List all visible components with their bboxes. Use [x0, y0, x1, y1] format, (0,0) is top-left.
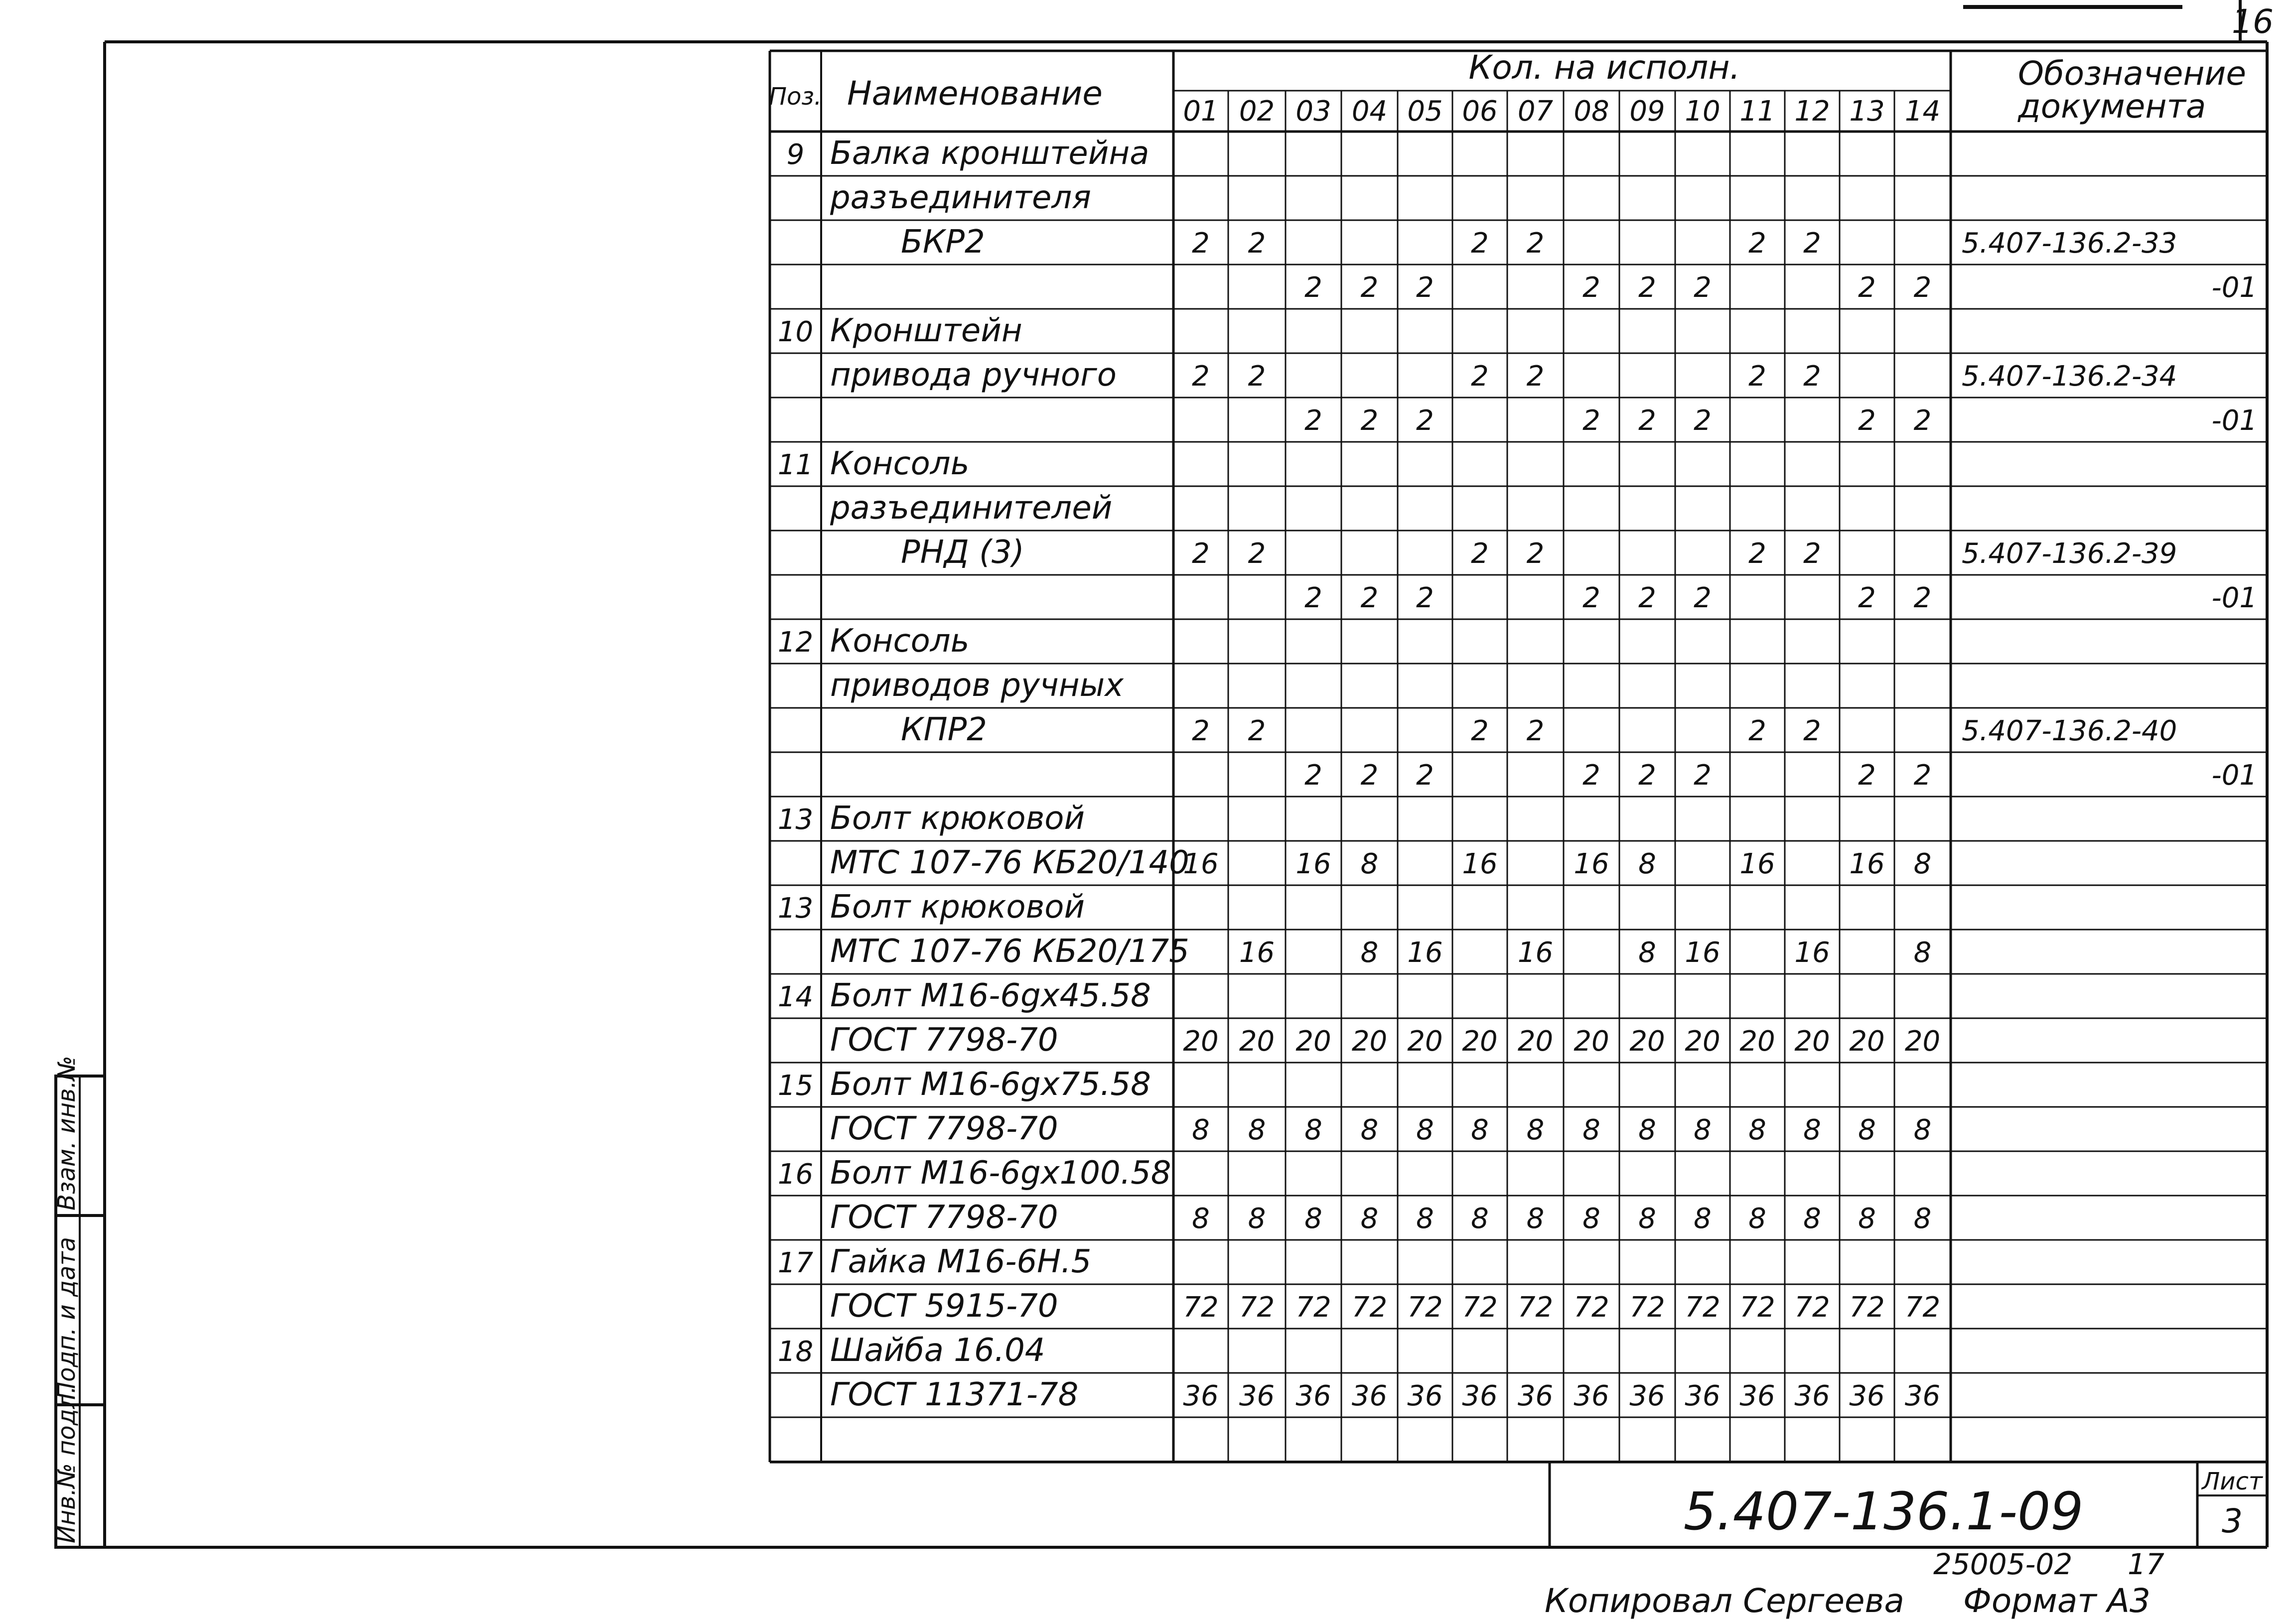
- stamp-replace-inv: Взам. инв.№: [53, 1056, 81, 1211]
- qty-cell: 2: [1471, 360, 1489, 393]
- qty-cell: 2: [1582, 271, 1600, 304]
- row-name: МТС 107-76 КБ20/140: [830, 844, 1189, 881]
- qty-cell: 2: [1248, 715, 1266, 747]
- qty-cell: 2: [1803, 538, 1821, 570]
- row-name: разъединителя: [830, 179, 1091, 216]
- row-name: Консоль: [830, 623, 970, 660]
- qty-cell: 16: [1685, 937, 1721, 969]
- qty-cell: 20: [1574, 1025, 1609, 1058]
- qty-cell: 8: [1192, 1203, 1210, 1235]
- qty-cell: 2: [1248, 538, 1266, 570]
- qty-cell: 2: [1913, 582, 1932, 614]
- sheet-label: Лист: [2202, 1468, 2263, 1495]
- row-name: РНД (3): [901, 534, 1024, 571]
- qty-cell: 72: [1462, 1291, 1498, 1324]
- qty-cell: 8: [1526, 1203, 1545, 1235]
- qty-cell: 2: [1192, 360, 1210, 393]
- qty-cell: 8: [1694, 1203, 1712, 1235]
- variant-header: 07: [1517, 95, 1554, 128]
- qty-cell: 16: [1183, 848, 1219, 880]
- qty-cell: 2: [1360, 405, 1379, 437]
- row-name: БКР2: [901, 224, 985, 261]
- qty-cell: 2: [1803, 715, 1821, 747]
- qty-cell: 36: [1849, 1380, 1885, 1412]
- qty-cell: 16: [1295, 848, 1331, 880]
- header-variants: [1183, 95, 1940, 128]
- qty-cell: 20: [1794, 1025, 1830, 1058]
- qty-cell: 20: [1239, 1025, 1275, 1058]
- qty-cell: 8: [1803, 1114, 1821, 1146]
- row-position: 12: [777, 626, 814, 659]
- qty-cell: 36: [1739, 1380, 1775, 1412]
- order-number: 25005-02: [1933, 1547, 2073, 1581]
- row-name: Балка кронштейна: [830, 135, 1149, 172]
- qty-cell: 72: [1574, 1291, 1609, 1324]
- copied-by: Копировал Сергеева: [1545, 1582, 1904, 1620]
- qty-cell: 2: [1582, 582, 1600, 614]
- row-document: -01: [2211, 405, 2257, 437]
- qty-cell: 8: [1582, 1203, 1600, 1235]
- qty-cell: 20: [1629, 1025, 1665, 1058]
- qty-cell: 2: [1304, 759, 1322, 792]
- row-position: 18: [777, 1336, 814, 1368]
- variant-header: 05: [1407, 95, 1443, 128]
- qty-cell: 2: [1748, 715, 1766, 747]
- variant-header: 13: [1849, 95, 1885, 128]
- stamp-sign-date: Подп. и дата: [53, 1237, 81, 1400]
- variant-header: 12: [1794, 95, 1830, 128]
- qty-cell: 2: [1694, 759, 1712, 792]
- spec-table-body: [778, 135, 2257, 1413]
- qty-cell: 20: [1904, 1025, 1941, 1058]
- qty-cell: 2: [1913, 271, 1932, 304]
- qty-cell: 2: [1694, 582, 1712, 614]
- row-document: 5.407-136.2-33: [1962, 227, 2177, 260]
- qty-cell: 16: [1574, 848, 1609, 880]
- row-name: привода ручного: [830, 357, 1117, 394]
- qty-cell: 2: [1858, 271, 1876, 304]
- qty-cell: 8: [1360, 1203, 1379, 1235]
- row-document: 5.407-136.2-34: [1962, 360, 2177, 393]
- qty-cell: 72: [1739, 1291, 1775, 1324]
- qty-cell: 8: [1913, 848, 1932, 880]
- qty-cell: 72: [1239, 1291, 1275, 1324]
- qty-cell: 72: [1295, 1291, 1331, 1324]
- qty-cell: 8: [1638, 1203, 1656, 1235]
- qty-cell: 2: [1360, 271, 1379, 304]
- qty-cell: 2: [1748, 538, 1766, 570]
- qty-cell: 2: [1471, 538, 1489, 570]
- qty-cell: 8: [1248, 1203, 1266, 1235]
- qty-cell: 36: [1904, 1380, 1941, 1412]
- qty-cell: 2: [1248, 227, 1266, 260]
- row-name: ГОСТ 7798-70: [830, 1022, 1058, 1059]
- qty-cell: 36: [1685, 1380, 1721, 1412]
- qty-cell: 2: [1304, 405, 1322, 437]
- qty-cell: 2: [1248, 360, 1266, 393]
- qty-cell: 8: [1416, 1203, 1434, 1235]
- qty-cell: 2: [1192, 227, 1210, 260]
- qty-cell: 8: [1913, 1114, 1932, 1146]
- qty-cell: 20: [1517, 1025, 1554, 1058]
- variant-header: 09: [1629, 95, 1665, 128]
- qty-cell: 20: [1183, 1025, 1219, 1058]
- qty-cell: 2: [1416, 405, 1434, 437]
- qty-cell: 8: [1694, 1114, 1712, 1146]
- qty-cell: 8: [1526, 1114, 1545, 1146]
- row-name: Болт крюковой: [830, 800, 1085, 837]
- qty-cell: 8: [1913, 937, 1932, 969]
- row-name: ГОСТ 5915-70: [830, 1288, 1058, 1325]
- row-name: Болт М16-6gх75.58: [830, 1066, 1151, 1103]
- qty-cell: 8: [1360, 848, 1379, 880]
- qty-cell: 8: [1858, 1114, 1876, 1146]
- qty-cell: 72: [1517, 1291, 1554, 1324]
- qty-cell: 20: [1739, 1025, 1775, 1058]
- qty-cell: 2: [1192, 538, 1210, 570]
- row-document: -01: [2211, 271, 2257, 304]
- qty-cell: 8: [1471, 1114, 1489, 1146]
- qty-cell: 72: [1351, 1291, 1388, 1324]
- row-name: ГОСТ 11371-78: [830, 1376, 1079, 1413]
- qty-cell: 36: [1183, 1380, 1219, 1412]
- row-position: 11: [777, 449, 814, 481]
- qty-cell: 2: [1858, 405, 1876, 437]
- qty-cell: 36: [1574, 1380, 1609, 1412]
- qty-cell: 20: [1407, 1025, 1443, 1058]
- row-name: ГОСТ 7798-70: [830, 1110, 1058, 1147]
- paper-format: Формат А3: [1963, 1582, 2151, 1620]
- qty-cell: 2: [1304, 582, 1322, 614]
- qty-cell: 8: [1360, 937, 1379, 969]
- qty-cell: 2: [1526, 360, 1545, 393]
- sheet-number: 16: [2232, 2, 2274, 41]
- qty-cell: 16: [1517, 937, 1554, 969]
- qty-cell: 8: [1471, 1203, 1489, 1235]
- row-position: 9: [786, 138, 805, 171]
- document-code: 5.407-136.1-09: [1683, 1481, 2084, 1542]
- qty-cell: 8: [1803, 1203, 1821, 1235]
- qty-cell: 2: [1526, 715, 1545, 747]
- qty-cell: 16: [1849, 848, 1885, 880]
- qty-cell: 16: [1794, 937, 1830, 969]
- row-name: Кронштейн: [830, 312, 1022, 349]
- order-suffix: 17: [2128, 1547, 2164, 1581]
- row-position: 16: [777, 1158, 814, 1191]
- qty-cell: 8: [1913, 1203, 1932, 1235]
- qty-cell: 8: [1192, 1114, 1210, 1146]
- variant-header: 01: [1183, 95, 1219, 128]
- sheet-value: 3: [2222, 1502, 2243, 1540]
- qty-cell: 2: [1638, 759, 1656, 792]
- qty-cell: 8: [1360, 1114, 1379, 1146]
- qty-cell: 72: [1904, 1291, 1941, 1324]
- stamp-inv-orig: Инв.№ подл.: [53, 1386, 81, 1543]
- qty-cell: 8: [1638, 1114, 1656, 1146]
- qty-cell: 20: [1685, 1025, 1721, 1058]
- qty-cell: 72: [1183, 1291, 1219, 1324]
- qty-cell: 16: [1739, 848, 1775, 880]
- header-designation-2: документа: [2018, 87, 2206, 126]
- row-name: Консоль: [830, 445, 970, 482]
- row-name: разъединителей: [830, 490, 1113, 527]
- qty-cell: 20: [1849, 1025, 1885, 1058]
- qty-cell: 2: [1913, 759, 1932, 792]
- row-name: Болт М16-6gх100.58: [830, 1155, 1171, 1192]
- variant-header: 08: [1574, 95, 1609, 128]
- row-name: приводов ручных: [830, 667, 1124, 704]
- row-name: ГОСТ 7798-70: [830, 1199, 1058, 1236]
- header-name: Наименование: [847, 74, 1103, 113]
- qty-cell: 2: [1582, 405, 1600, 437]
- row-document: -01: [2211, 759, 2257, 792]
- qty-cell: 2: [1638, 405, 1656, 437]
- row-position: 13: [777, 804, 814, 836]
- qty-cell: 2: [1360, 582, 1379, 614]
- variant-header: 03: [1295, 95, 1331, 128]
- qty-cell: 36: [1295, 1380, 1331, 1412]
- qty-cell: 8: [1748, 1114, 1766, 1146]
- row-position: 17: [777, 1247, 814, 1279]
- variant-header: 11: [1739, 95, 1775, 128]
- qty-cell: 2: [1748, 360, 1766, 393]
- row-position: 13: [777, 892, 814, 925]
- qty-cell: 8: [1416, 1114, 1434, 1146]
- row-position: 14: [777, 981, 814, 1013]
- qty-cell: 20: [1462, 1025, 1498, 1058]
- qty-cell: 2: [1526, 227, 1545, 260]
- qty-cell: 2: [1803, 360, 1821, 393]
- qty-cell: 2: [1360, 759, 1379, 792]
- row-name: Болт М16-6gх45.58: [830, 977, 1151, 1014]
- qty-cell: 2: [1471, 715, 1489, 747]
- variant-header: 06: [1462, 95, 1498, 128]
- qty-cell: 2: [1694, 271, 1712, 304]
- row-name: Шайба 16.04: [830, 1332, 1045, 1369]
- qty-cell: 2: [1304, 271, 1322, 304]
- row-document: -01: [2211, 582, 2257, 614]
- qty-cell: 36: [1407, 1380, 1443, 1412]
- qty-cell: 72: [1629, 1291, 1665, 1324]
- qty-cell: 2: [1192, 715, 1210, 747]
- row-document: 5.407-136.2-39: [1962, 538, 2177, 570]
- qty-cell: 8: [1304, 1114, 1322, 1146]
- qty-cell: 2: [1416, 271, 1434, 304]
- qty-cell: 72: [1407, 1291, 1443, 1324]
- qty-cell: 2: [1471, 227, 1489, 260]
- qty-cell: 8: [1858, 1203, 1876, 1235]
- qty-cell: 36: [1517, 1380, 1554, 1412]
- qty-cell: 36: [1629, 1380, 1665, 1412]
- qty-cell: 2: [1748, 227, 1766, 260]
- variant-header: 02: [1239, 95, 1275, 128]
- qty-cell: 16: [1407, 937, 1443, 969]
- row-name: МТС 107-76 КБ20/175: [830, 933, 1189, 970]
- qty-cell: 8: [1638, 848, 1656, 880]
- qty-cell: 36: [1794, 1380, 1830, 1412]
- qty-cell: 2: [1416, 582, 1434, 614]
- qty-cell: 20: [1351, 1025, 1388, 1058]
- qty-cell: 2: [1803, 227, 1821, 260]
- qty-cell: 2: [1858, 759, 1876, 792]
- header-pos: Поз.: [768, 83, 822, 111]
- qty-cell: 72: [1685, 1291, 1721, 1324]
- row-name: Болт крюковой: [830, 889, 1085, 926]
- qty-cell: 2: [1638, 271, 1656, 304]
- qty-cell: 2: [1526, 538, 1545, 570]
- qty-cell: 8: [1304, 1203, 1322, 1235]
- row-position: 15: [777, 1070, 814, 1102]
- qty-cell: 36: [1462, 1380, 1498, 1412]
- row-name: КПР2: [901, 711, 987, 748]
- qty-cell: 8: [1638, 937, 1656, 969]
- row-position: 10: [777, 316, 814, 348]
- qty-cell: 8: [1582, 1114, 1600, 1146]
- header-designation-1: Обозначение: [2018, 54, 2246, 93]
- qty-cell: 72: [1849, 1291, 1885, 1324]
- qty-cell: 8: [1248, 1114, 1266, 1146]
- row-document: 5.407-136.2-40: [1962, 715, 2177, 747]
- qty-cell: 16: [1462, 848, 1498, 880]
- variant-header: 14: [1904, 95, 1941, 128]
- row-name: Гайка М16-6Н.5: [830, 1243, 1092, 1280]
- qty-cell: 8: [1748, 1203, 1766, 1235]
- qty-cell: 2: [1582, 759, 1600, 792]
- qty-cell: 2: [1416, 759, 1434, 792]
- qty-cell: 2: [1638, 582, 1656, 614]
- header-qty-group: Кол. на исполн.: [1468, 48, 1740, 87]
- qty-cell: 16: [1239, 937, 1275, 969]
- qty-cell: 2: [1694, 405, 1712, 437]
- qty-cell: 72: [1794, 1291, 1830, 1324]
- qty-cell: 36: [1239, 1380, 1275, 1412]
- variant-header: 04: [1351, 95, 1388, 128]
- qty-cell: 2: [1913, 405, 1932, 437]
- qty-cell: 20: [1295, 1025, 1331, 1058]
- qty-cell: 36: [1351, 1380, 1388, 1412]
- variant-header: 10: [1685, 95, 1721, 128]
- qty-cell: 2: [1858, 582, 1876, 614]
